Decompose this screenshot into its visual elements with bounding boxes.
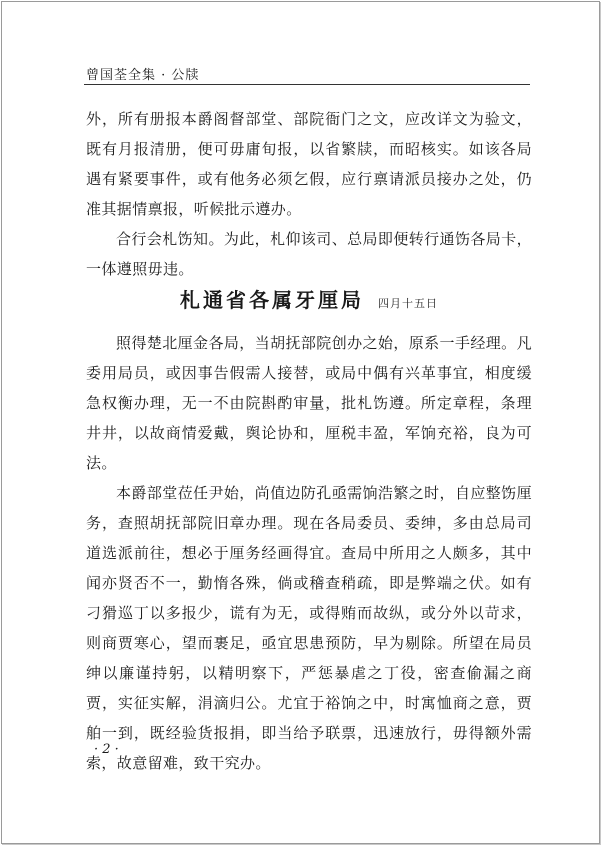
document-title-text: 札通省各属牙厘局 [180,288,364,312]
document-page [1,1,600,844]
page-number: · 2 · [94,742,119,757]
paragraph: 合行会札饬知。为此，札仰该司、总局即便转行通饬各局卡，一体遵照毋违。 [86,230,532,278]
document-date: 四月十五日 [378,297,438,310]
paragraph: 照得楚北厘金各局，当胡抚部院创办之始，原系一手经理。凡委用局员，或因事告假需人接替，或局中偶有兴革事宜，相度缓急权衡办理，无一不由院斟酌审量，批札饬遵。所定章程，条理井井，以故商情爱戴，舆论协和，厘税丰盈，军饷充裕，良为可法。 [86,334,532,472]
paragraph: 外，所有册报本爵阁督部堂、部院衙门之文，应改详文为验文，既有月报清册，便可毋庸旬报，以省繁牍，而昭核实。如该各局遇有紧要事件，或有他务必须乞假，应行禀请派员接办之处，仍准其据情禀报，听候批示遵办。 [86,110,532,218]
running-header: 曾国荃全集 · 公牍 [86,68,200,83]
paragraph: 本爵部堂莅任尹始，尚值边防孔亟需饷浩繁之时，自应整饬厘务，查照胡抚部院旧章办理。现在各局委员、委绅，多由总局司道选派前往，想必于厘务经画得宜。查局中所用之人颇多，其中闻亦贤否不一，勤惰各殊，倘或稽查稍疏，即是弊端之伏。如有刁猾巡丁以多报少，谎有为无，或得贿而故纵，或分外以苛求，则商贾寒心，望而裹足，亟宜思患预防，早为剔除。所望在局员绅以廉谨持躬，以精明察下，严惩暴虐之丁役，密查偷漏之商贾，实征实解，涓滴归公。尤宜于裕饷之中，时寓恤商之意，贾舶一到，既经验货报捐，即当给予联票，迅速放行，毋得额外需索，故意留难，致干究办。 [86,484,532,772]
header-rule [84,84,530,85]
previous-document-continuation [86,104,532,284]
document-body [86,328,532,778]
document-title [86,284,532,313]
